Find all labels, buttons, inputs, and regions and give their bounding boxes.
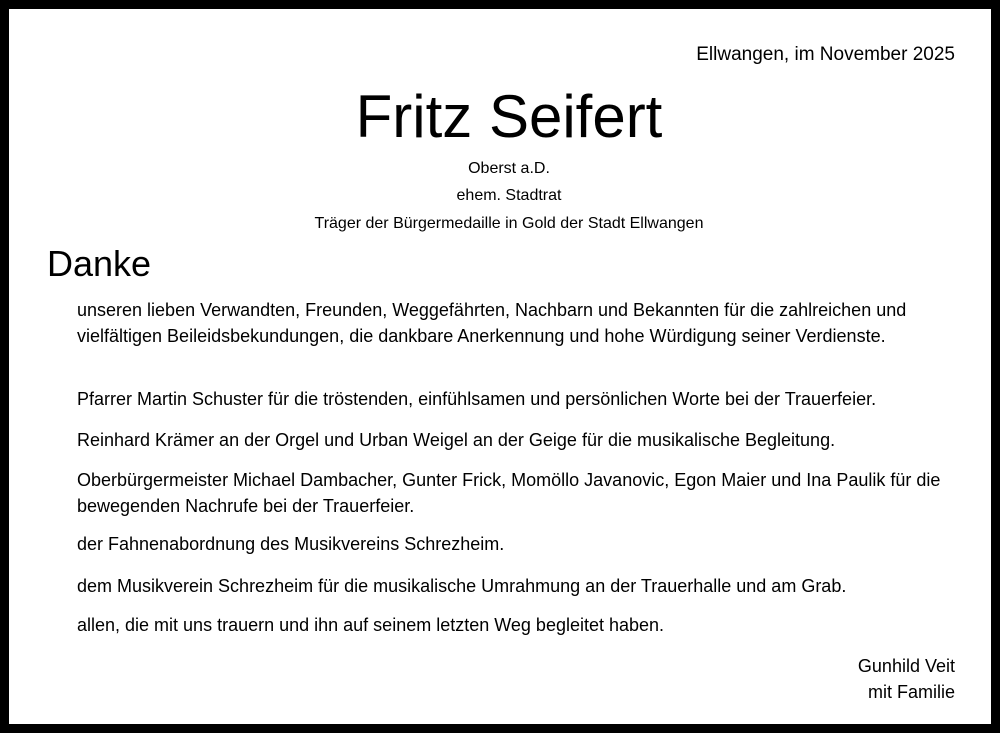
thanks-paragraph: Oberbürgermeister Michael Dambacher, Gunter Frick, Momöllo Javanovic, Egon Maier und Ina Paulik für die bewegenden Nachrufe bei der Trauerfeier. <box>77 470 941 516</box>
deceased-name: Fritz Seifert <box>355 83 663 150</box>
thanks-paragraph: Reinhard Krämer an der Orgel und Urban Weigel an der Geige für die musikalische Begleitung. <box>77 430 836 450</box>
thanks-paragraph: dem Musikverein Schrezheim für die musikalische Umrahmung an der Trauerhalle und am Grab. <box>77 576 847 596</box>
date-line: Ellwangen, im November 2025 <box>696 44 955 65</box>
thanks-paragraph: Pfarrer Martin Schuster für die tröstenden, einfühlsamen und persönlichen Worte bei der Trauerfeier. <box>77 389 877 409</box>
subtitle-rank: Oberst a.D. <box>468 160 550 177</box>
signature-block <box>858 653 955 705</box>
subtitle-honor: Träger der Bürgermedaille in Gold der Stadt Ellwangen <box>314 215 704 232</box>
thanks-paragraph: unseren lieben Verwandten, Freunden, Weggefährten, Nachbarn und Bekannten für die zahlreichen und vielfältigen Beileidsbekundungen, die dankbare Anerkennung und hohe Würdigung seiner Verdienste. <box>77 300 907 346</box>
thanks-paragraph: allen, die mit uns trauern und ihn auf seinem letzten Weg begleitet haben. <box>77 615 665 635</box>
thanks-paragraph: der Fahnenabordnung des Musikvereins Schrezheim. <box>77 534 505 554</box>
subtitle-former-role: ehem. Stadtrat <box>456 187 562 204</box>
signature-family: mit Familie <box>867 682 955 702</box>
signature-name: Gunhild Veit <box>857 656 955 676</box>
thanks-heading: Danke <box>47 243 152 284</box>
